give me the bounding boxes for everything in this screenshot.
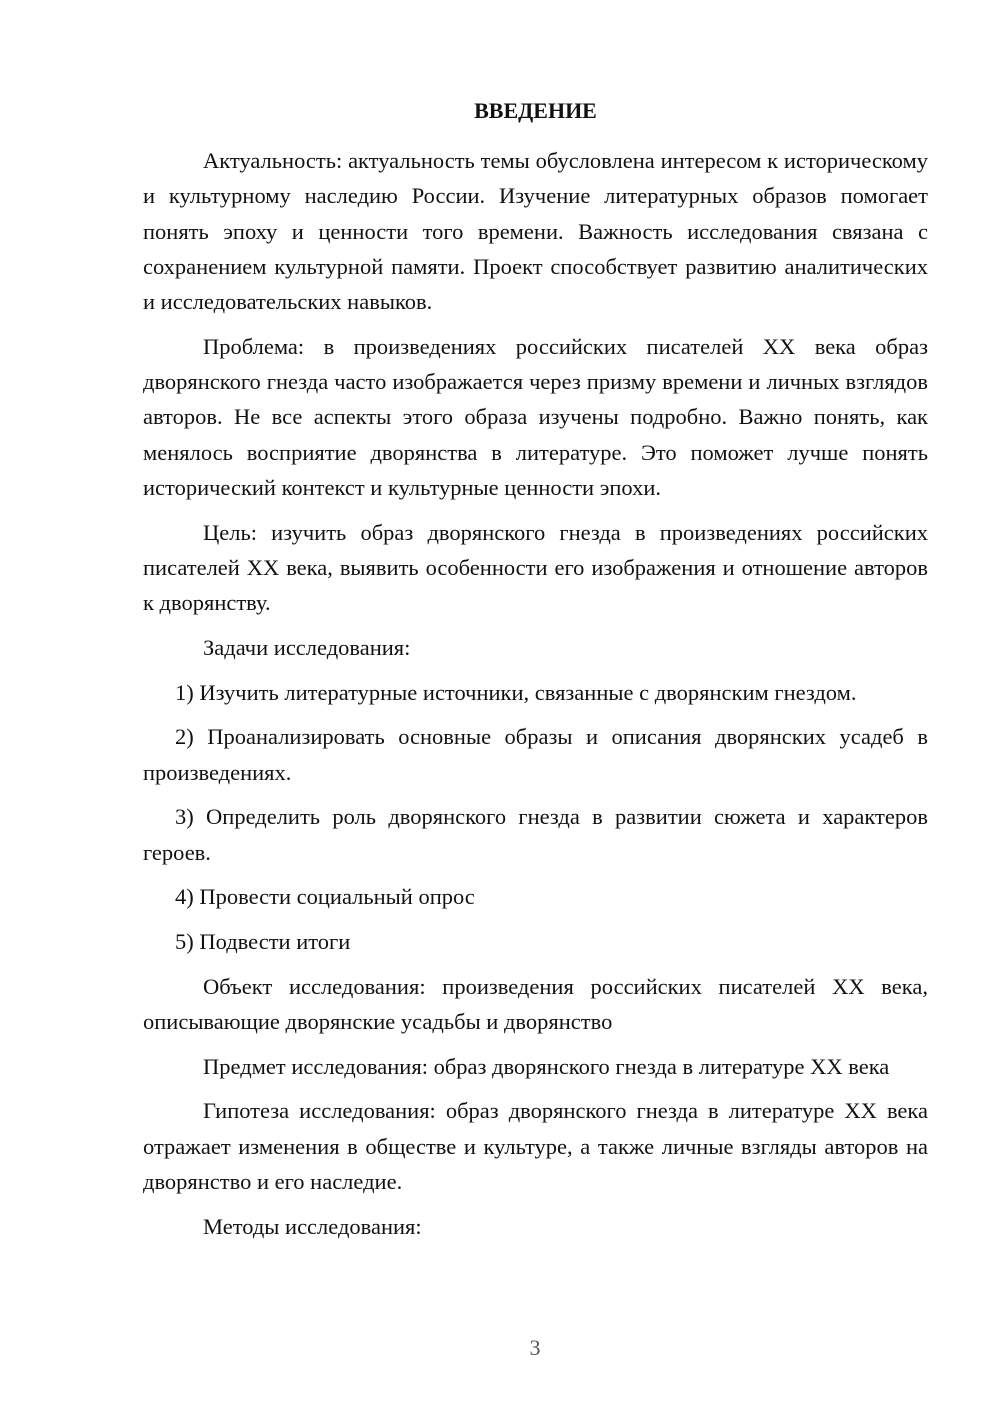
paragraph-relevance: Актуальность: актуальность темы обусловлена интересом к историческому и культурному наследию России. Изучение литературных образов помогает понять эпоху и ценности того времени. Важность исследования связана с сохранением культурной памяти. Проект способствует развитию аналитических и исследовательских навыков. <box>143 148 928 315</box>
paragraph-goal: Цель: изучить образ дворянского гнезда в произведениях российских писателей XX века, выявить особенности его изображения и отношение авторов к дворянству. <box>143 519 928 616</box>
page-title: ВВЕДЕНИЕ <box>474 98 597 123</box>
paragraph-methods: Методы исследования: <box>203 1213 422 1239</box>
paragraph-subject: Предмет исследования: образ дворянского гнезда в литературе XX века <box>203 1053 890 1079</box>
paragraph-problem: Проблема: в произведениях российских писателей XX века образ дворянского гнезда часто изображается через призму времени и личных взглядов авторов. Не все аспекты этого образа изучены подробно. Важно понять, как менялось восприятие дворянства в литературе. Это поможет лучше понять исторический контекст и культурные ценности эпохи. <box>143 333 928 501</box>
task-item-2: 2) Проанализировать основные образы и описания дворянских усадеб в произведениях. <box>143 724 928 785</box>
paragraph-object: Объект исследования: произведения российских писателей XX века, описывающие дворянские усадьбы и дворянство <box>143 973 928 1035</box>
task-item-3: 3) Определить роль дворянского гнезда в развитии сюжета и характеров героев. <box>143 804 928 865</box>
task-item-4: 4) Провести социальный опрос <box>175 884 475 910</box>
document-body <box>143 143 928 1253</box>
task-item-5: 5) Подвести итоги <box>175 929 351 955</box>
paragraph-hypothesis: Гипотеза исследования: образ дворянского гнезда в литературе XX века отражает изменения в обществе и культуре, а также личные взгляды авторов на дворянство и его наследие. <box>143 1098 928 1195</box>
paragraph-tasks-heading: Задачи исследования: <box>203 635 411 661</box>
task-item-1: 1) Изучить литературные источники, связанные с дворянским гнездом. <box>175 679 857 705</box>
page-number: 3 <box>529 1335 541 1360</box>
